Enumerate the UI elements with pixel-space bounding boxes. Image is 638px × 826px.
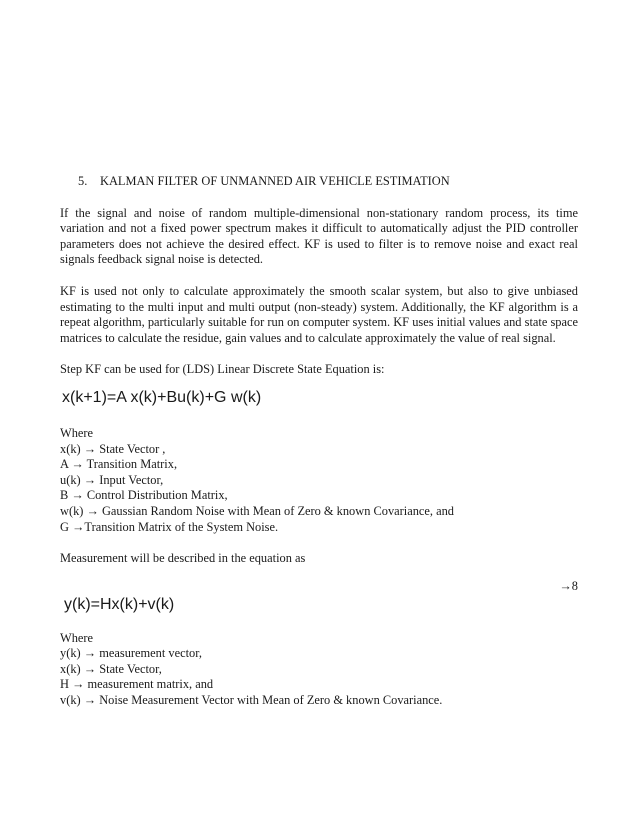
list-item: y(k) → measurement vector, — [60, 646, 202, 661]
list-item: G →Transition Matrix of the System Noise. — [60, 519, 279, 534]
section-number: 5. — [78, 174, 88, 188]
equation-number-row — [60, 579, 578, 595]
state-variable-list — [60, 426, 578, 535]
document-page — [60, 174, 578, 725]
where-label: Where — [60, 425, 94, 440]
paragraph-intro: If the signal and noise of random multiple-dimensional non-stationary random process, its time variation and not a fixed power spectrum makes it difficult to automatically adjust the PID controller parameters does not achieve the desired effect. KF is used to filter is to remove noise and exact real signals feedback signal noise is detected. — [60, 205, 578, 267]
where-label: Where — [60, 630, 94, 645]
section-title: KALMAN FILTER OF UNMANNED AIR VEHICLE ESTIMATION — [100, 174, 450, 188]
list-item: x(k) → State Vector, — [60, 661, 162, 676]
list-item: H → measurement matrix, and — [60, 677, 214, 692]
paragraph-state-equation-intro: Step KF can be used for (LDS) Linear Discrete State Equation is: — [60, 362, 385, 377]
measurement-equation: y(k)=Hx(k)+v(k) — [64, 595, 175, 613]
list-item: A → Transition Matrix, — [60, 457, 178, 472]
paragraph-kf-description: KF is used not only to calculate approximately the smooth scalar system, but also to give unbiased estimating to the multi input and multi output (non-steady) system. Additionally, the KF algorithm is a repeat algorithm, particularly suitable for run on computer system. KF uses initial values and state space matrices to calculate the residue, gain values and to calculate approximately the value of real signal. — [60, 283, 578, 345]
equation-number: →8 — [559, 578, 578, 593]
list-item: v(k) → Noise Measurement Vector with Mean of Zero & known Covariance. — [60, 693, 443, 708]
list-item: w(k) → Gaussian Random Noise with Mean of Zero & known Covariance, and — [60, 503, 455, 518]
state-equation: x(k+1)=A x(k)+Bu(k)+G w(k) — [62, 388, 262, 406]
section-heading — [60, 174, 578, 190]
list-item: x(k) → State Vector , — [60, 441, 166, 456]
paragraph-measurement-intro: Measurement will be described in the equation as — [60, 551, 306, 566]
measurement-variable-list — [60, 631, 578, 709]
list-item: u(k) → Input Vector, — [60, 472, 164, 487]
list-item: B → Control Distribution Matrix, — [60, 488, 228, 503]
